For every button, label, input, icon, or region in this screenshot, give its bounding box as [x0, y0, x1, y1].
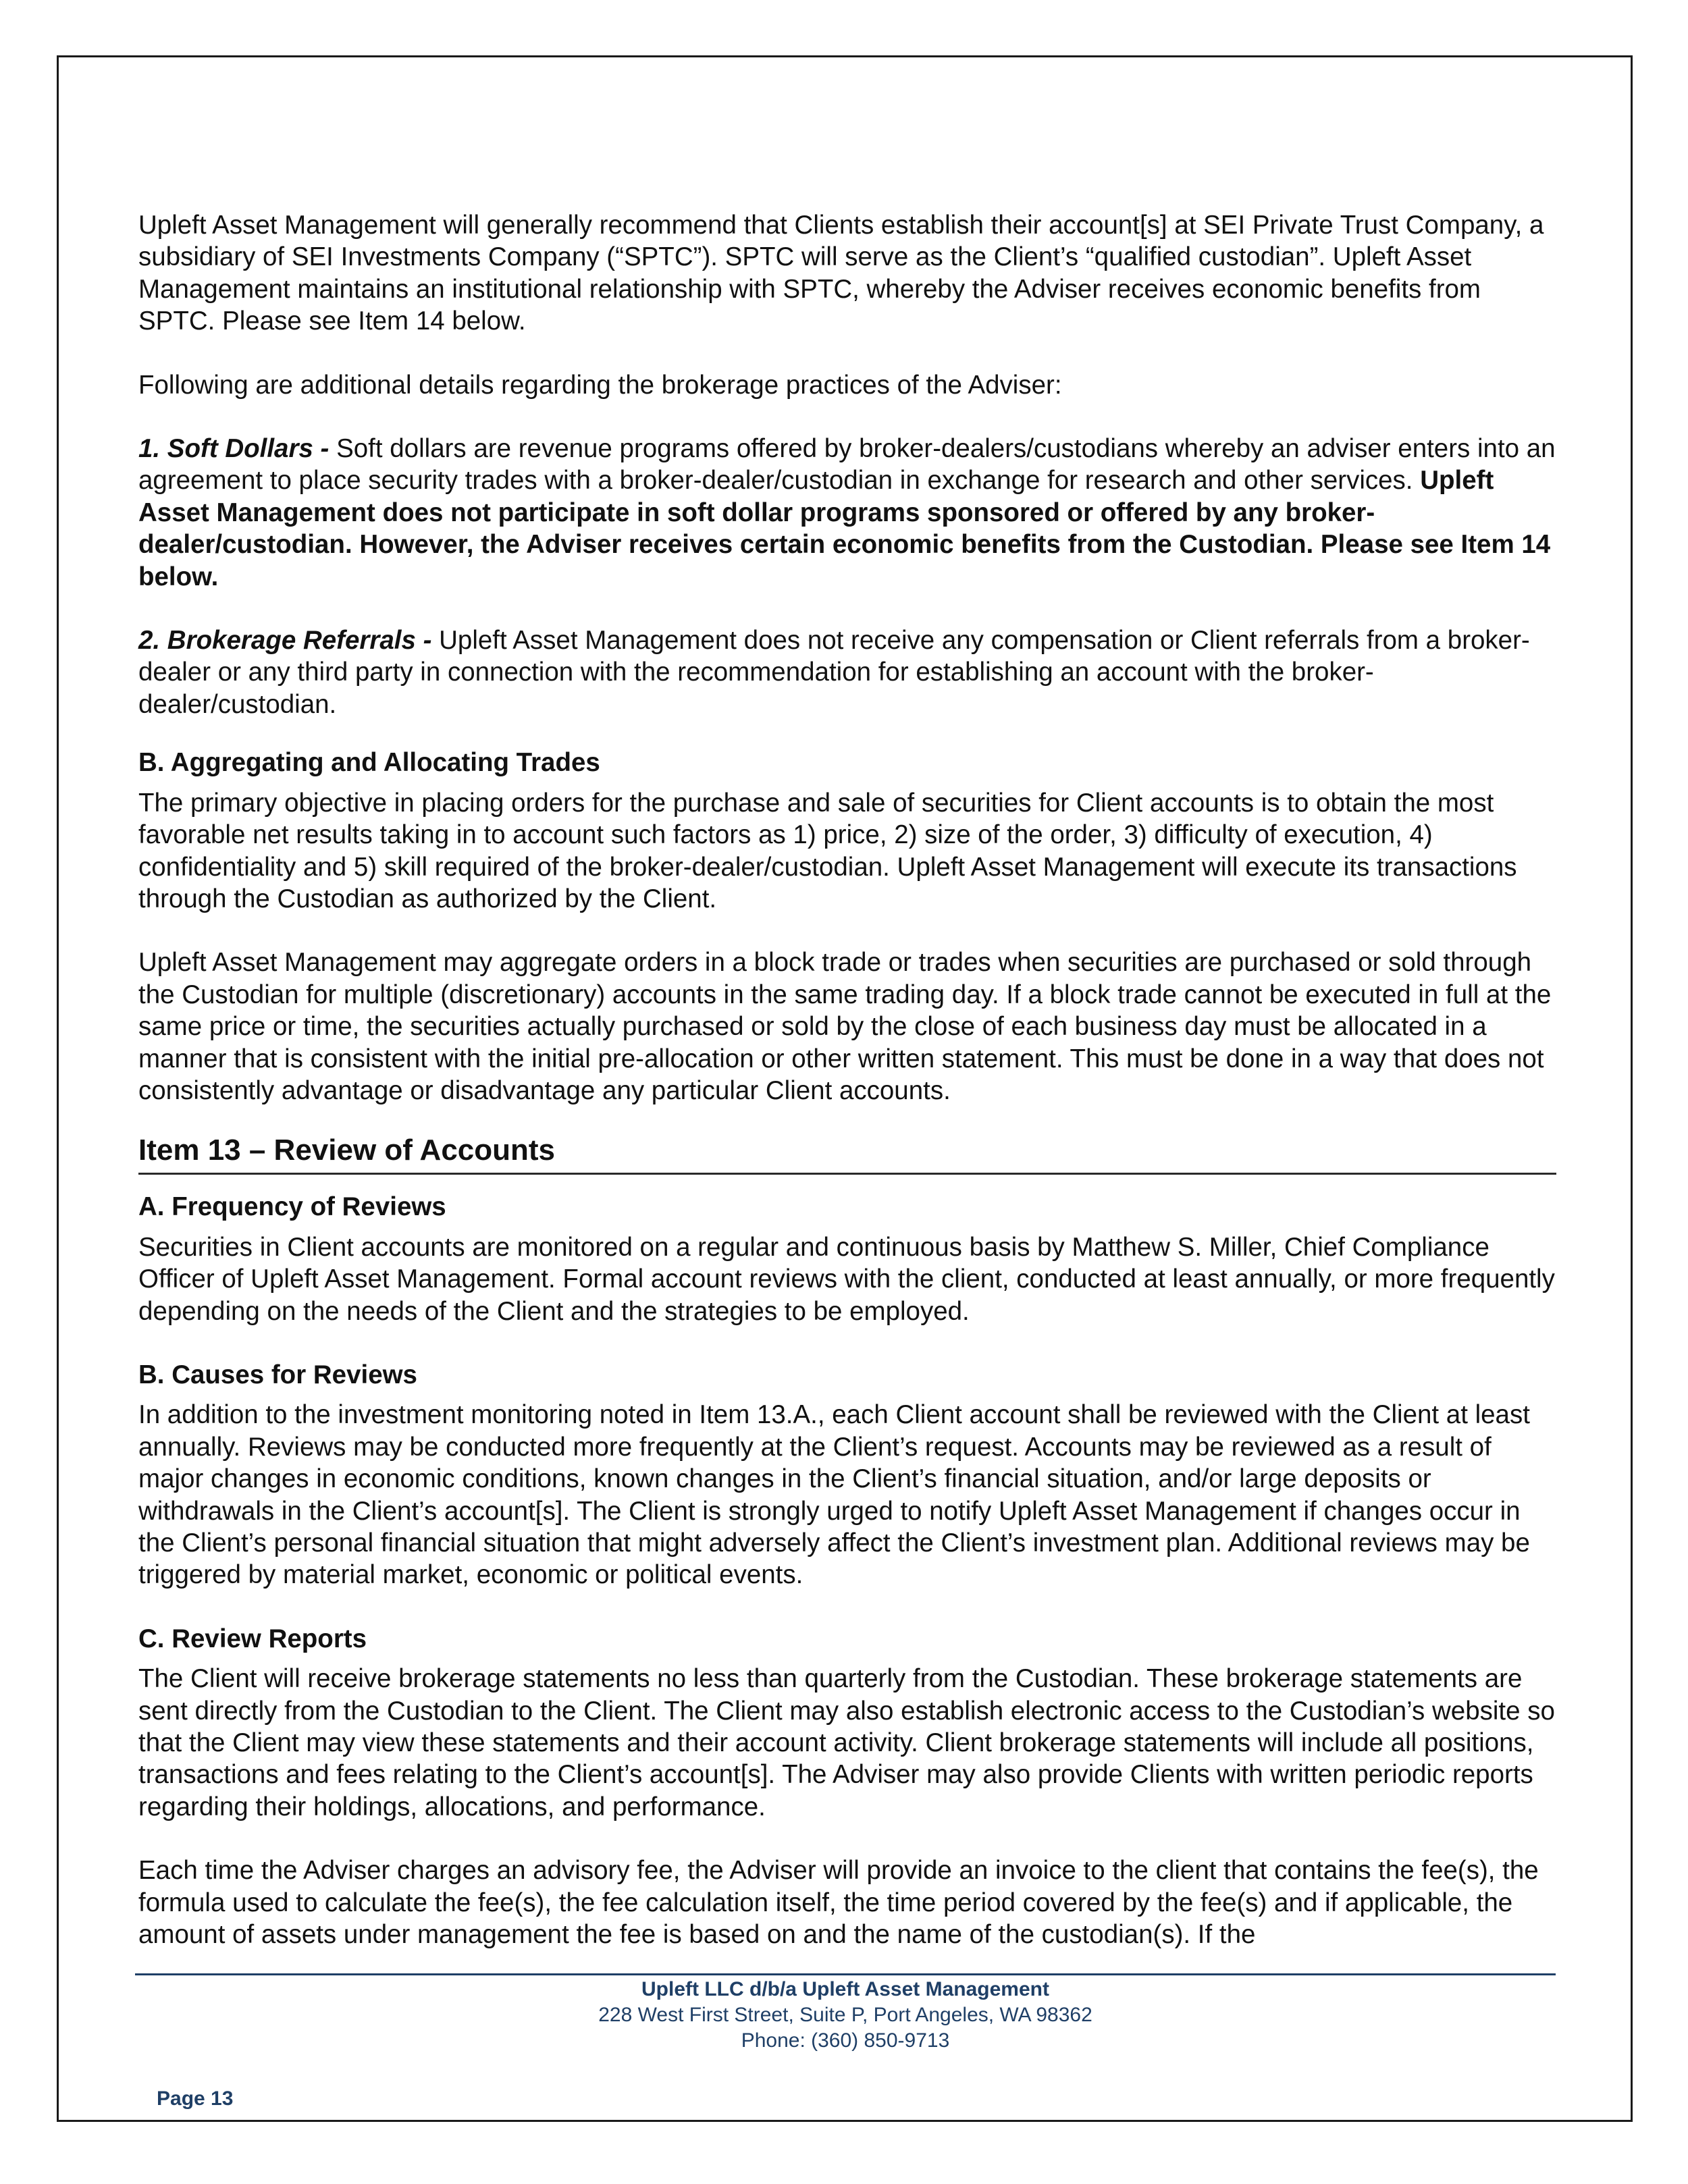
soft-dollars-text: Soft dollars are revenue programs offered by broker-dealers/custodians whereby an adviser enters into an agreement to place security trades with a broker-dealer/custodian in exchange for research and other services. — [138, 434, 1556, 496]
footer — [135, 1977, 1556, 2054]
review-reports-text-2: Each time the Adviser charges an advisory fee, the Adviser will provide an invoice to the client that contains the fee(s), the formula used to calculate the fee(s), the fee calculation itself, the time period covered by the fee(s) and if applicable, the amount of assets under management the fee is based on and the name of the custodian(s). If the — [138, 1856, 1539, 1950]
soft-dollars-bold: Upleft Asset Management does not participate in soft dollar programs sponsored or offered by any broker-dealer/custodian. However, the Adviser receives certain economic benefits from the Custodian. Please see Item 14 below. — [138, 466, 1551, 591]
causes-heading: B. Causes for Reviews — [138, 1360, 417, 1389]
aggregating-paragraph-1: The primary objective in placing orders for the purchase and sale of securities for Client accounts is to obtain the most favorable net results taking in to account such factors as 1) price, 2) size of the order, 3) difficulty of execution, 4) confidentiality and 5) skill required of the broker-dealer/custodian. Upleft Asset Management will execute its transactions through the Custodian as authorized by the Client. — [138, 788, 1517, 913]
aggregating-paragraph-2: Upleft Asset Management may aggregate orders in a block trade or trades when securities are purchased or sold through the Custodian for multiple (discretionary) accounts in the same trading day. If a block trade cannot be executed in full at the same price or time, the securities actually purchased or sold by the close of each business day must be allocated in a manner that is consistent with the initial pre-allocation or other written statement. This must be done in a way that does not consistently advantage or disadvantage any particular Client accounts. — [138, 948, 1552, 1105]
soft-dollars-lead: 1. Soft Dollars - — [138, 434, 329, 464]
review-reports-heading: C. Review Reports — [138, 1624, 367, 1653]
frequency-text: Securities in Client accounts are monitored on a regular and continuous basis by Matthew S. Miller, Chief Compliance Officer of Upleft Asset Management. Formal account reviews with the client, conducted at least annually, or more frequently depending on the needs of the Client and the strategies to be employed. — [138, 1232, 1555, 1326]
review-reports-text: The Client will receive brokerage statements no less than quarterly from the Custodian. These brokerage statements are sent directly from the Custodian to the Client. The Client may also establish electronic access to the Custodian’s website so that the Client may view these statements and their account activity. Client brokerage statements will include all positions, transactions and fees relating to the Client’s account[s]. The Adviser may also provide Clients with written periodic reports regarding their holdings, allocations, and performance. — [138, 1664, 1555, 1821]
following-paragraph: Following are additional details regarding the brokerage practices of the Adviser: — [138, 370, 1062, 400]
intro-paragraph: Upleft Asset Management will generally recommend that Clients establish their account[s] at SEI Private Trust Company, a subsidiary of SEI Investments Company (“SPTC”). SPTC will serve as the Client’s “qualified custodian”. Upleft Asset Management maintains an institutional relationship with SPTC, whereby the Adviser receives economic benefits from SPTC. Please see Item 14 below. — [138, 211, 1544, 336]
causes-text: In addition to the investment monitoring noted in Item 13.A., each Client account shall be reviewed with the Client at least annually. Reviews may be conducted more frequently at the Client’s request. Accounts may be reviewed as a result of major changes in economic conditions, known changes in the Client’s financial situation, and/or large deposits or withdrawals in the Client’s account[s]. The Client is strongly urged to notify Upleft Asset Management if changes occur in the Client’s personal financial situation that might adversely affect the Client’s investment plan. Additional reviews may be triggered by material market, economic or political events. — [138, 1400, 1530, 1590]
frequency-heading: A. Frequency of Reviews — [138, 1192, 446, 1222]
item13-heading: Item 13 – Review of Accounts — [138, 1132, 1556, 1175]
brokerage-referrals-paragraph — [138, 624, 1556, 720]
page-number: Page 13 — [157, 2087, 234, 2110]
footer-rule — [135, 1973, 1556, 1975]
footer-firm: Upleft LLC d/b/a Upleft Asset Management — [641, 1978, 1049, 2000]
document-body — [138, 209, 1556, 1950]
aggregating-heading: B. Aggregating and Allocating Trades — [138, 748, 600, 778]
brokerage-referrals-text: Upleft Asset Management does not receive any compensation or Client referrals from a broker-dealer or any third party in connection with the recommendation for establishing an account with the broker-dealer/custodian. — [138, 626, 1530, 719]
brokerage-referrals-lead: 2. Brokerage Referrals - — [138, 626, 432, 656]
footer-phone: Phone: (360) 850-9713 — [741, 2029, 950, 2052]
footer-address: 228 West First Street, Suite P, Port Angeles, WA 98362 — [598, 2004, 1092, 2026]
soft-dollars-paragraph — [138, 433, 1556, 593]
